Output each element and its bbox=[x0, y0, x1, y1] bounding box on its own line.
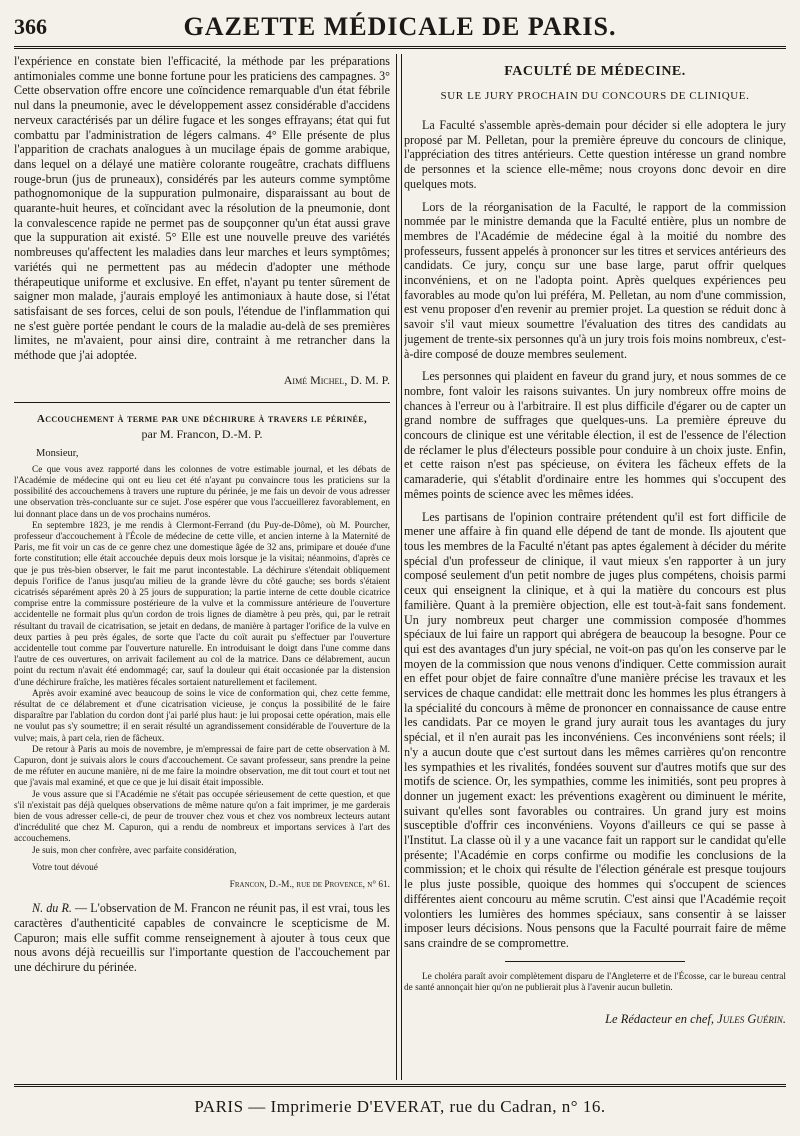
section-heading: FACULTÉ DE MÉDECINE. bbox=[504, 64, 686, 79]
salutation: Monsieur, bbox=[36, 447, 79, 459]
body-paragraph: Les partisans de l'opinion contraire prétendent qu'il est fort difficile de mener une affaire à fin quand elle dépend de tant de monde. Ils ajoutent que tous les membres de la Faculté n'étant pas aptes également à décider du mérite spécial d'un professeur de clinique, il vaut mieux s'en rapporter à un jury composé seulement d'un petit nombre de juges plus compétens, choisis parmi ceux qui enseignent la clinique, et à qui la matière du concours est plus familière. Quant à la première objection, elle est tout-à-fait sans fondement. Un jury nombreux peut charger une commission composée d'hommes spéciaux de lui faire un rapport qui abrégera de beaucoup la besogne. Pour ce qui est des avantages d'un jury spécial, ne voit-on pas qu'on les conserve par le moyen de la commission que nous venons d'indiquer. Cette commission aurait en effet pour objet de faire connaître d'une manière précise les travaux et les services de chaque candidat: elle mettrait donc les hommes les plus étrangers à la spécialité du concours à même de prononcer en connaissance de cause entre les candidats. Par ce moyen le grand jury aurait tous les avantages du jury spécial, et il n'en aurait pas les inconvéniens. Ces inconvéniens sont réels; il n'y a aucun doute que c'est surtout dans les mêmes carrières qu'on rencontre les sympathies et les rivalités, fondées souvent sur d'autres motifs que sur des motifs de science. Or, les sympathies, comme les inimitiés, sont peu propres à donner un jugement exact: les préventions exagèrent ou diminuent le mérite, suivant qu'elles sont favorables ou contraires. Un grand jury est moins susceptible d'offrir ces inconvéniens. Voyons d'ailleurs ce qui se passe à l'Institut. La classe où il y a une vacance fait un rapport sur le candidat qu'elle présente; l'Académie en corps confirme ou modifie les conclusions de la commission; et le choix qui résulte de l'élection générale est presque toujours le plus juste possible, quoique des hommes qui s'occupent de sciences différentes aient concouru au même scrutin. C'est ainsi que l'Académie reçoit volontiers les lumières des hommes spéciaux, sans consentir à se laisser imposer leurs décisions. Nous pensons que la Faculté pourrait faire de même sans craindre de se compromettre. bbox=[404, 509, 786, 950]
editor-name: Jules Guérin. bbox=[717, 1012, 786, 1027]
columns bbox=[14, 54, 786, 1080]
page-header bbox=[14, 6, 786, 49]
article-title: Accouchement à terme par une déchirure à travers le périnée, bbox=[36, 412, 368, 425]
editor-note bbox=[14, 901, 390, 975]
section-subheading: SUR LE JURY PROCHAIN DU CONCOURS DE CLINIQUE. bbox=[440, 90, 750, 102]
article-author: par M. Francon, D.-M. P. bbox=[141, 426, 263, 441]
letter-paragraph: Ce que vous avez rapporté dans les colonnes de votre estimable journal, et les débats de l'Académie de médecine qui ont eu lieu cet été n'ayant pu convaincre tous les praticiens sur la possibilité des accouchemens à travers une rupture du périnée, je me fais un devoir de vous adresser une observation très-concluante sur ce sujet. J'ose espérer que vous l'accueillerez favorablement, en lui donnant place dans un de vos prochains numéros. bbox=[14, 464, 390, 520]
author-signature: Aimé Michel, D. M. P. bbox=[283, 372, 390, 387]
left-column bbox=[14, 54, 390, 1080]
page-number: 366 bbox=[14, 14, 47, 39]
right-column bbox=[404, 54, 786, 1080]
editor-signature bbox=[404, 1012, 786, 1027]
column-divider bbox=[396, 54, 402, 1080]
printer-footer: PARIS — Imprimerie D'EVERAT, rue du Cadran, n° 16. bbox=[14, 1084, 786, 1117]
short-rule bbox=[505, 961, 685, 962]
editor-note-label: N. du R. bbox=[32, 901, 72, 916]
body-paragraph: Les personnes qui plaident en faveur du grand jury, et nous sommes de ce nombre, font valoir les raisons suivantes. Un jury nombreux offre moins de chances à l'erreur ou à l'arbitraire. Il est plus difficile d'égarer ou de capter un grand nombre de suffrages que quelques-uns. La première épreuve du concours de clinique est une véritable élection, il est de l'essence de l'élection de réclamer le plus d'électeurs possible pour conduire à un choix juste. Enfin, et cette raison n'est pas spécieuse, on évitera les fâcheux effets de la camaraderie, qui s'établit d'ordinaire entre les hommes qui s'occupent des mêmes points de science avec les mêmes idées. bbox=[404, 369, 786, 501]
section-rule bbox=[14, 402, 390, 403]
cholera-note: Le choléra paraît avoir complètement disparu de l'Angleterre et de l'Écosse, car le bureau central de santé annonçait hier qu'on ne publierait plus à l'avenir aucun bulletin. bbox=[404, 971, 786, 993]
letter-paragraph: En septembre 1823, je me rendis à Clermont-Ferrand (du Puy-de-Dôme), où M. Pourcher, professeur d'accouchement à l'École de médecine de cette ville, et ancien interne à la Maternité de Paris, me fit voir un cas de ce genre chez une domestique âgée de 32 ans, primipare et douée d'une forte constitution; elle était accouchée depuis deux mois lorsque je la visitai; néanmoins, d'après ce que je pus très-bien observer, le fait me parut incontestable. La déchirure s'étendait obliquement depuis l'orifice de l'anus jusqu'au milieu de la grande lèvre du côté gauche; ses bords s'étaient cicatrisés séparément après 20 à 25 jours de suppuration; la partie interne de cette double cicatrice comprise entre la commissure postérieure de la vulve et la commissure antérieure de l'ouverture accidentelle ne formait plus qu'un cordon de trois lignes de diamètre à peu près, qui, par le retrait résultant du travail de cicatrisation, se jetait en dedans, de manière à partager l'orifice de la vulve en deux parties à peu près égales, de sorte que l'acte du coït aurait pu s'effectuer par l'ouverture accidentelle tout comme par l'ouverture naturelle. En introduisant le doigt dans l'une comme dans l'autre de ces ouvertures, on arrivait facilement au col de la matrice. Dans ce délabrement, aucun point du rectum n'avait été endommagé; car, sauf la douleur qui était occasionée par la distension d'une déchirure fraîche, les matières fécales sortaient naturellement et facilement. bbox=[14, 520, 390, 688]
body-paragraph: La Faculté s'assemble après-demain pour décider si elle adoptera le jury proposé par M. Pelletan, pour la première épreuve du concours de clinique, l'appréciation des titres antérieurs. Cette question intéresse un grand nombre de personnes et la science elle-même; nous croyons donc devoir en dire quelques mots. bbox=[404, 118, 786, 191]
letter-paragraph: De retour à Paris au mois de novembre, je m'empressai de faire part de cette observation à M. Capuron, dont je suivais alors le cours d'accouchement. Ce savant professeur, sans prendre la peine de me réfuter en aucune manière, ni de me faire la moindre observation, me dit tout court et tout net que j'avais mal examiné, et que ce que je lui disait était impossible. bbox=[14, 744, 390, 789]
masthead-title: GAZETTE MÉDICALE DE PARIS. bbox=[183, 12, 617, 41]
editor-note-text: — L'observation de M. Francon ne réunit pas, il est vrai, tous les caractères d'authenticité capables de convaincre le scepticisme de M. Capuron; mais elle suffit comme renseignement à ajouter à tous ceux que nous avons déjà recueillis sur l'importante question de l'accouchement par une déchirure du périnée. bbox=[14, 901, 390, 975]
letter-sender: Francon, D.-M., rue de Provence, n° 61. bbox=[229, 880, 390, 891]
letter-paragraph: Je vous assure que si l'Académie ne s'était pas occupée sérieusement de cette question, et que s'il n'existait pas déjà quelques observations de même nature qu'on a fait imprimer, je me garderais bien de vous adresser celle-ci, de peur de trouver chez vous et chez vos nombreux lecteurs autant d'incrédulité que chez M. Capuron, qui a rendu de nombreux et importans services à l'art des accouchemens. bbox=[14, 789, 390, 845]
editor-title: Le Rédacteur en chef, bbox=[605, 1012, 715, 1027]
letter-paragraph: Après avoir examiné avec beaucoup de soins le vice de conformation qui, chez cette femme, résultat de ce délabrement et d'une cicatrisation vicieuse, je conçus la possibilité de le faire disparaître par l'ablation du cordon dont j'ai parlé plus haut: je lui proposai cette opération, mais elle ne voulut pas s'y soumettre; il en serait résulté un agrandissement considérable de l'ouverture de la vulve; mais, à part cela, rien de fâcheux. bbox=[14, 688, 390, 744]
letter-paragraph: Je suis, mon cher confrère, avec parfaite considération, bbox=[32, 845, 237, 856]
body-paragraph: Lors de la réorganisation de la Faculté, le rapport de la commission nommée par le ministre demanda que la Faculté entière, plus un nombre de membres de l'Académie de médecine égal à la moitié du nombre des professeurs, fussent appelés à prononcer sur les titres et services antérieurs des candidats. Ce jury, conçu sur une base large, parut offrir quelques inconvéniens, et on ne l'adopta point. Après quelques expériences peu favorables au mode qu'on lui préféra, M. Pelletan, au nom d'une commission, est venu proposer d'en revenir au premier projet. La question se réduit donc à savoir s'il vaut mieux soumettre l'évaluation des titres des candidats au jugement de trente-six personnes qu'à un jury trois fois moins nombreux, c'est-à-dire composé de douze membres seulement. bbox=[404, 199, 786, 361]
continued-paragraph: l'expérience en constate bien l'efficacité, la méthode par les préparations antimoniales comme une bonne fortune pour les praticiens des campagnes. 3° Cette observation offre encore une coïncidence remarquable d'un état fébrile nul dans la pneumonie, avec le développement assez considérable d'accidens nerveux caractérisés par un délire fugace et les songes effrayans; état qui fut combattu par l'administration de légers calmans. 4° Elle présente de plus l'apparition de crachats analogues à un mucilage épais de gomme arabique, dans lequel on a délayé une matière colorante rougeâtre, crachats diffluens rouge-brun (jus de pruneaux), considérés par les auteurs comme symptôme pathognomonique de la suppuration pulmonaire, disparaissant au bout de quarante-huit heures, et coïncidant avec la résolution de la pneumonie, dont la convalescence rapide ne permet pas de soupçonner qu'un état aussi grave que la suppuration ait existé. 5° Elle est une nouvelle preuve des variétés nombreuses qu'affectent les maladies dans leur marches et leurs symptômes; variétés qui ne permettent pas au médecin d'adopter une méthode thérapeutique uniforme et exclusive. En effet, n'ayant pu tenter sûrement de saigner mon malade, j'aurais employé les antimoniaux à haute dose, si l'état satisfaisant de ses forces, celui de son pouls, l'étendue de l'inflammation qui ne s'est guère portée pendant le cours de la maladie au-delà de ses premières limites, ne m'avaient, pour ainsi dire, contraint à me retrancher dans la méthode que j'ai adoptée. bbox=[14, 54, 390, 363]
letter-closing: Votre tout dévoué bbox=[32, 862, 98, 873]
